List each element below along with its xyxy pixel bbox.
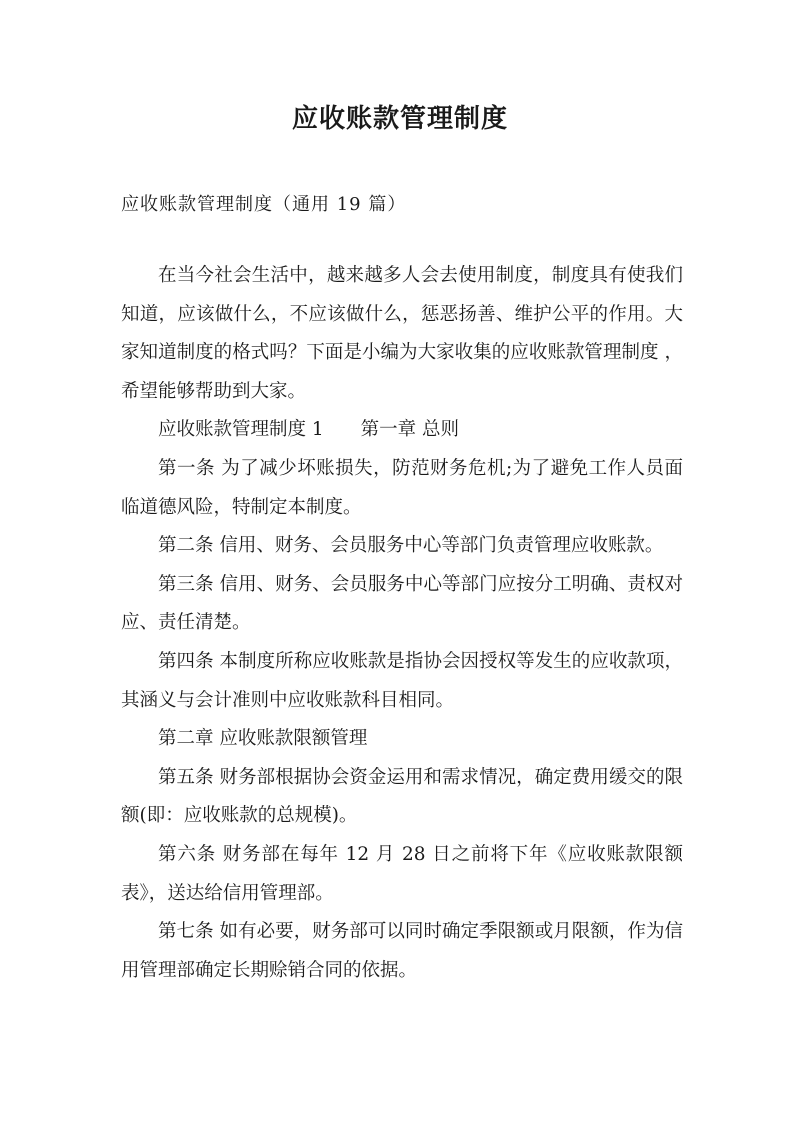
document-subtitle: 应收账款管理制度（通用 19 篇）	[121, 194, 407, 215]
paragraph-article-7: 第七条 如有必要，财务部可以同时确定季限额或月限额，作为信用管理部确定长期赊销合同的依据。	[121, 921, 683, 981]
paragraph-intro: 在当今社会生活中，越来越多人会去使用制度，制度具有使我们知道，应该做什么，不应该做什么，惩恶扬善、维护公平的作用。大家知道制度的格式吗？下面是小编为大家收集的应收账款管理制度 ，希望能够帮助到大家。	[121, 265, 683, 402]
document-title: 应收账款管理制度	[291, 104, 508, 134]
paragraph-article-2: 第二条 信用、财务、会员服务中心等部门负责管理应收账款。	[158, 535, 664, 557]
paragraph-article-5: 第五条 财务部根据协会资金运用和需求情况，确定费用缓交的限额(即：应收账款的总规模)。	[121, 766, 683, 827]
paragraph-article-6: 第六条 财务部在每年 12 月 28 日之前将下年《应收账款限额表》，送达给信用管理部。	[121, 843, 683, 904]
paragraph-article-4: 第四条 本制度所称应收账款是指协会因授权等发生的应收款项，其涵义与会计准则中应收账款科目相同。	[121, 650, 683, 711]
document-body	[121, 257, 683, 990]
paragraph-article-1: 第一条 为了减少坏账损失，防范财务危机;为了避免工作人员面临道德风险，特制定本制度。	[121, 457, 683, 518]
paragraph-chapter-2-heading: 第二章 应收账款限额管理	[158, 728, 368, 750]
paragraph-chapter-1-heading: 应收账款管理制度 1 第一章 总则	[158, 419, 460, 441]
paragraph-article-3: 第三条 信用、财务、会员服务中心等部门应按分工明确、责权对应、责任清楚。	[121, 573, 683, 634]
